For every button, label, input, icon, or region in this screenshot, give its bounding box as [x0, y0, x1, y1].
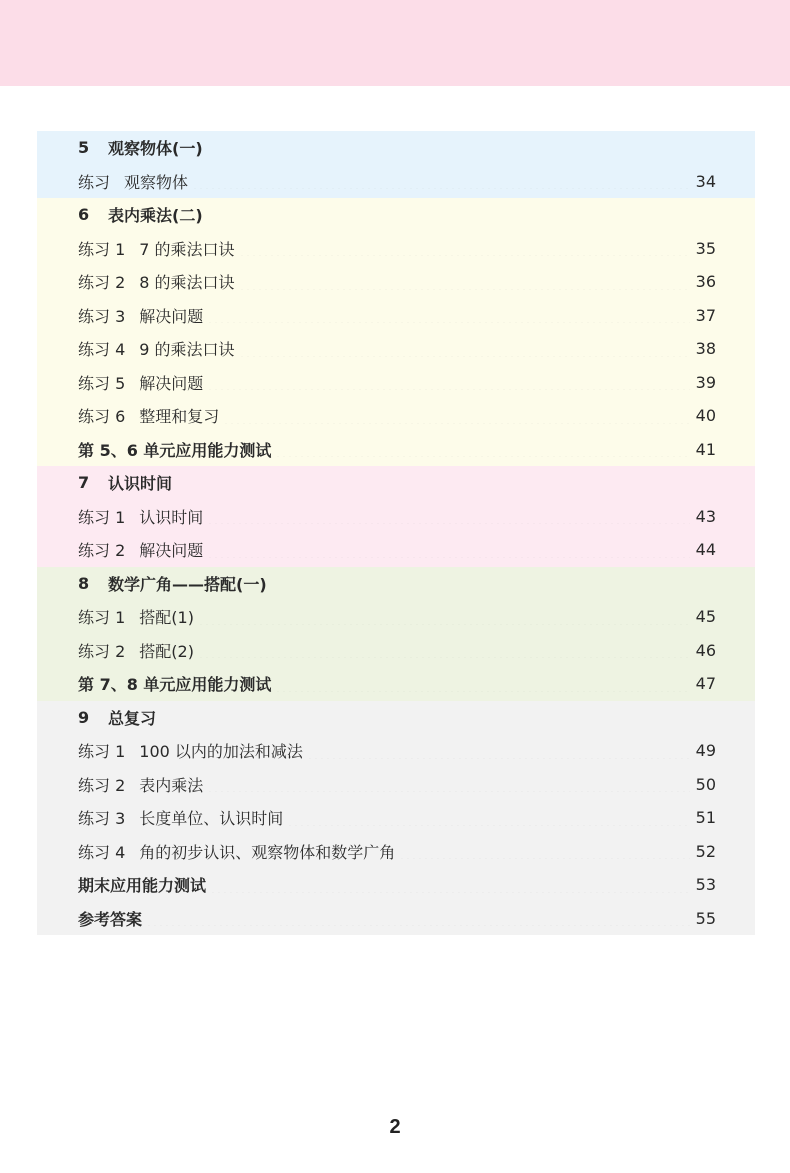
- toc-entry[interactable]: [37, 634, 755, 668]
- entry-label: [78, 840, 395, 863]
- page-number: 2: [389, 1116, 401, 1138]
- entry-title: 解决问题: [139, 306, 204, 326]
- entry-page-number: 52: [695, 841, 716, 861]
- toc-entry[interactable]: [37, 366, 755, 400]
- toc-entry[interactable]: [37, 433, 755, 467]
- section-heading: [37, 567, 755, 601]
- dot-leader: [307, 743, 690, 759]
- entry-prefix: 练习 4: [78, 340, 126, 360]
- toc-section-5: [37, 131, 755, 198]
- entry-label: [78, 371, 203, 394]
- section-number: 8: [78, 573, 90, 593]
- dot-leader: [275, 676, 689, 692]
- entry-label: [78, 404, 219, 427]
- entry-label: [78, 639, 194, 662]
- section-heading: [37, 131, 755, 165]
- toc-entry[interactable]: [37, 500, 755, 534]
- header-band: [0, 0, 790, 86]
- dot-leader: [210, 877, 690, 893]
- entry-title: 期末应用能力测试: [78, 876, 207, 896]
- entry-page-number: 36: [695, 272, 716, 292]
- entry-title: 100 以内的加法和减法: [139, 742, 303, 762]
- toc-entry[interactable]: [37, 399, 755, 433]
- entry-page-number: 47: [695, 674, 716, 694]
- entry-prefix: 练习 3: [78, 809, 126, 829]
- toc-entry[interactable]: [37, 533, 755, 567]
- entry-prefix: 练习 6: [78, 407, 126, 427]
- toc-entry[interactable]: [37, 667, 755, 701]
- dot-leader: [207, 374, 689, 390]
- section-title: 观察物体(一): [108, 139, 203, 159]
- entry-prefix: 练习 2: [78, 273, 126, 293]
- entry-title: 第 5、6 单元应用能力测试: [78, 440, 272, 460]
- entry-label: [78, 739, 303, 762]
- section-title: 总复习: [108, 708, 157, 728]
- entry-title: 搭配(2): [139, 641, 194, 661]
- toc-entry[interactable]: [37, 232, 755, 266]
- entry-title: 8 的乘法口诀: [139, 273, 235, 293]
- entry-label: [78, 538, 203, 561]
- toc-section-6: [37, 198, 755, 466]
- toc-entry[interactable]: [37, 734, 755, 768]
- section-heading: [37, 701, 755, 735]
- entry-label: [78, 270, 235, 293]
- entry-page-number: 35: [695, 238, 716, 258]
- entry-prefix: 练习 1: [78, 608, 126, 628]
- entry-page-number: 34: [695, 171, 716, 191]
- entry-page-number: 53: [695, 875, 716, 895]
- dot-leader: [207, 307, 689, 323]
- section-title: 认识时间: [108, 474, 173, 494]
- entry-label: [78, 907, 142, 930]
- entry-title: 观察物体: [124, 172, 189, 192]
- entry-prefix: 练习 1: [78, 239, 126, 259]
- toc-entry[interactable]: [37, 768, 755, 802]
- entry-prefix: 练习: [78, 172, 111, 192]
- entry-page-number: 46: [695, 640, 716, 660]
- entry-label: [78, 806, 283, 829]
- dot-leader: [146, 910, 690, 926]
- entry-prefix: 练习 4: [78, 842, 126, 862]
- dot-leader: [207, 542, 689, 558]
- dot-leader: [198, 609, 690, 625]
- entry-label: [78, 505, 203, 528]
- dot-leader: [239, 274, 690, 290]
- entry-page-number: 44: [695, 540, 716, 560]
- toc-entry[interactable]: [37, 299, 755, 333]
- entry-title: 整理和复习: [139, 407, 220, 427]
- section-title: 数学广角——搭配(一): [108, 574, 267, 594]
- entry-page-number: 40: [695, 406, 716, 426]
- entry-label: [78, 873, 206, 896]
- entry-page-number: 51: [695, 808, 716, 828]
- dot-leader: [287, 810, 689, 826]
- entry-title: 解决问题: [139, 541, 204, 561]
- entry-page-number: 45: [695, 607, 716, 627]
- section-number: 5: [78, 138, 90, 158]
- entry-page-number: 41: [695, 439, 716, 459]
- entry-label: [78, 337, 235, 360]
- entry-label: [78, 438, 271, 461]
- dot-leader: [239, 341, 690, 357]
- toc-entry[interactable]: [37, 332, 755, 366]
- entry-title: 搭配(1): [139, 608, 194, 628]
- entry-title: 参考答案: [78, 909, 143, 929]
- section-title: 表内乘法(二): [108, 206, 203, 226]
- toc-entry[interactable]: [37, 165, 755, 199]
- entry-page-number: 50: [695, 774, 716, 794]
- entry-prefix: 练习 2: [78, 641, 126, 661]
- dot-leader: [192, 173, 690, 189]
- entry-prefix: 练习 1: [78, 507, 126, 527]
- entry-label: [78, 304, 203, 327]
- toc-section-7: [37, 466, 755, 567]
- entry-title: 9 的乘法口诀: [139, 340, 235, 360]
- entry-prefix: 练习 1: [78, 742, 126, 762]
- toc-section-8: [37, 567, 755, 701]
- section-heading: [37, 198, 755, 232]
- entry-page-number: 55: [695, 908, 716, 928]
- entry-title: 角的初步认识、观察物体和数学广角: [139, 842, 396, 862]
- entry-title: 7 的乘法口诀: [139, 239, 235, 259]
- toc-entry[interactable]: [37, 902, 755, 936]
- entry-label: [78, 672, 271, 695]
- entry-prefix: 练习 2: [78, 775, 126, 795]
- toc-entry[interactable]: [37, 868, 755, 902]
- entry-prefix: 练习 5: [78, 373, 126, 393]
- dot-leader: [239, 240, 690, 256]
- entry-label: [78, 605, 194, 628]
- entry-title: 长度单位、认识时间: [139, 809, 284, 829]
- entry-page-number: 38: [695, 339, 716, 359]
- toc-entry[interactable]: [37, 265, 755, 299]
- entry-prefix: 练习 2: [78, 541, 126, 561]
- table-of-contents: [37, 131, 755, 935]
- entry-title: 第 7、8 单元应用能力测试: [78, 675, 272, 695]
- entry-label: [78, 170, 188, 193]
- dot-leader: [198, 642, 690, 658]
- entry-title: 解决问题: [139, 373, 204, 393]
- dot-leader: [207, 508, 689, 524]
- dot-leader: [223, 408, 689, 424]
- dot-leader: [399, 843, 689, 859]
- toc-entry[interactable]: [37, 835, 755, 869]
- entry-page-number: 37: [695, 305, 716, 325]
- entry-title: 表内乘法: [139, 775, 204, 795]
- section-number: 6: [78, 205, 90, 225]
- entry-label: [78, 773, 203, 796]
- entry-title: 认识时间: [139, 507, 204, 527]
- section-number: 7: [78, 473, 90, 493]
- section-number: 9: [78, 707, 90, 727]
- entry-page-number: 49: [695, 741, 716, 761]
- section-heading: [37, 466, 755, 500]
- entry-page-number: 43: [695, 506, 716, 526]
- entry-page-number: 39: [695, 372, 716, 392]
- entry-label: [78, 237, 235, 260]
- dot-leader: [275, 441, 689, 457]
- dot-leader: [207, 776, 689, 792]
- toc-section-9: [37, 701, 755, 936]
- entry-prefix: 练习 3: [78, 306, 126, 326]
- toc-entry[interactable]: [37, 801, 755, 835]
- toc-entry[interactable]: [37, 600, 755, 634]
